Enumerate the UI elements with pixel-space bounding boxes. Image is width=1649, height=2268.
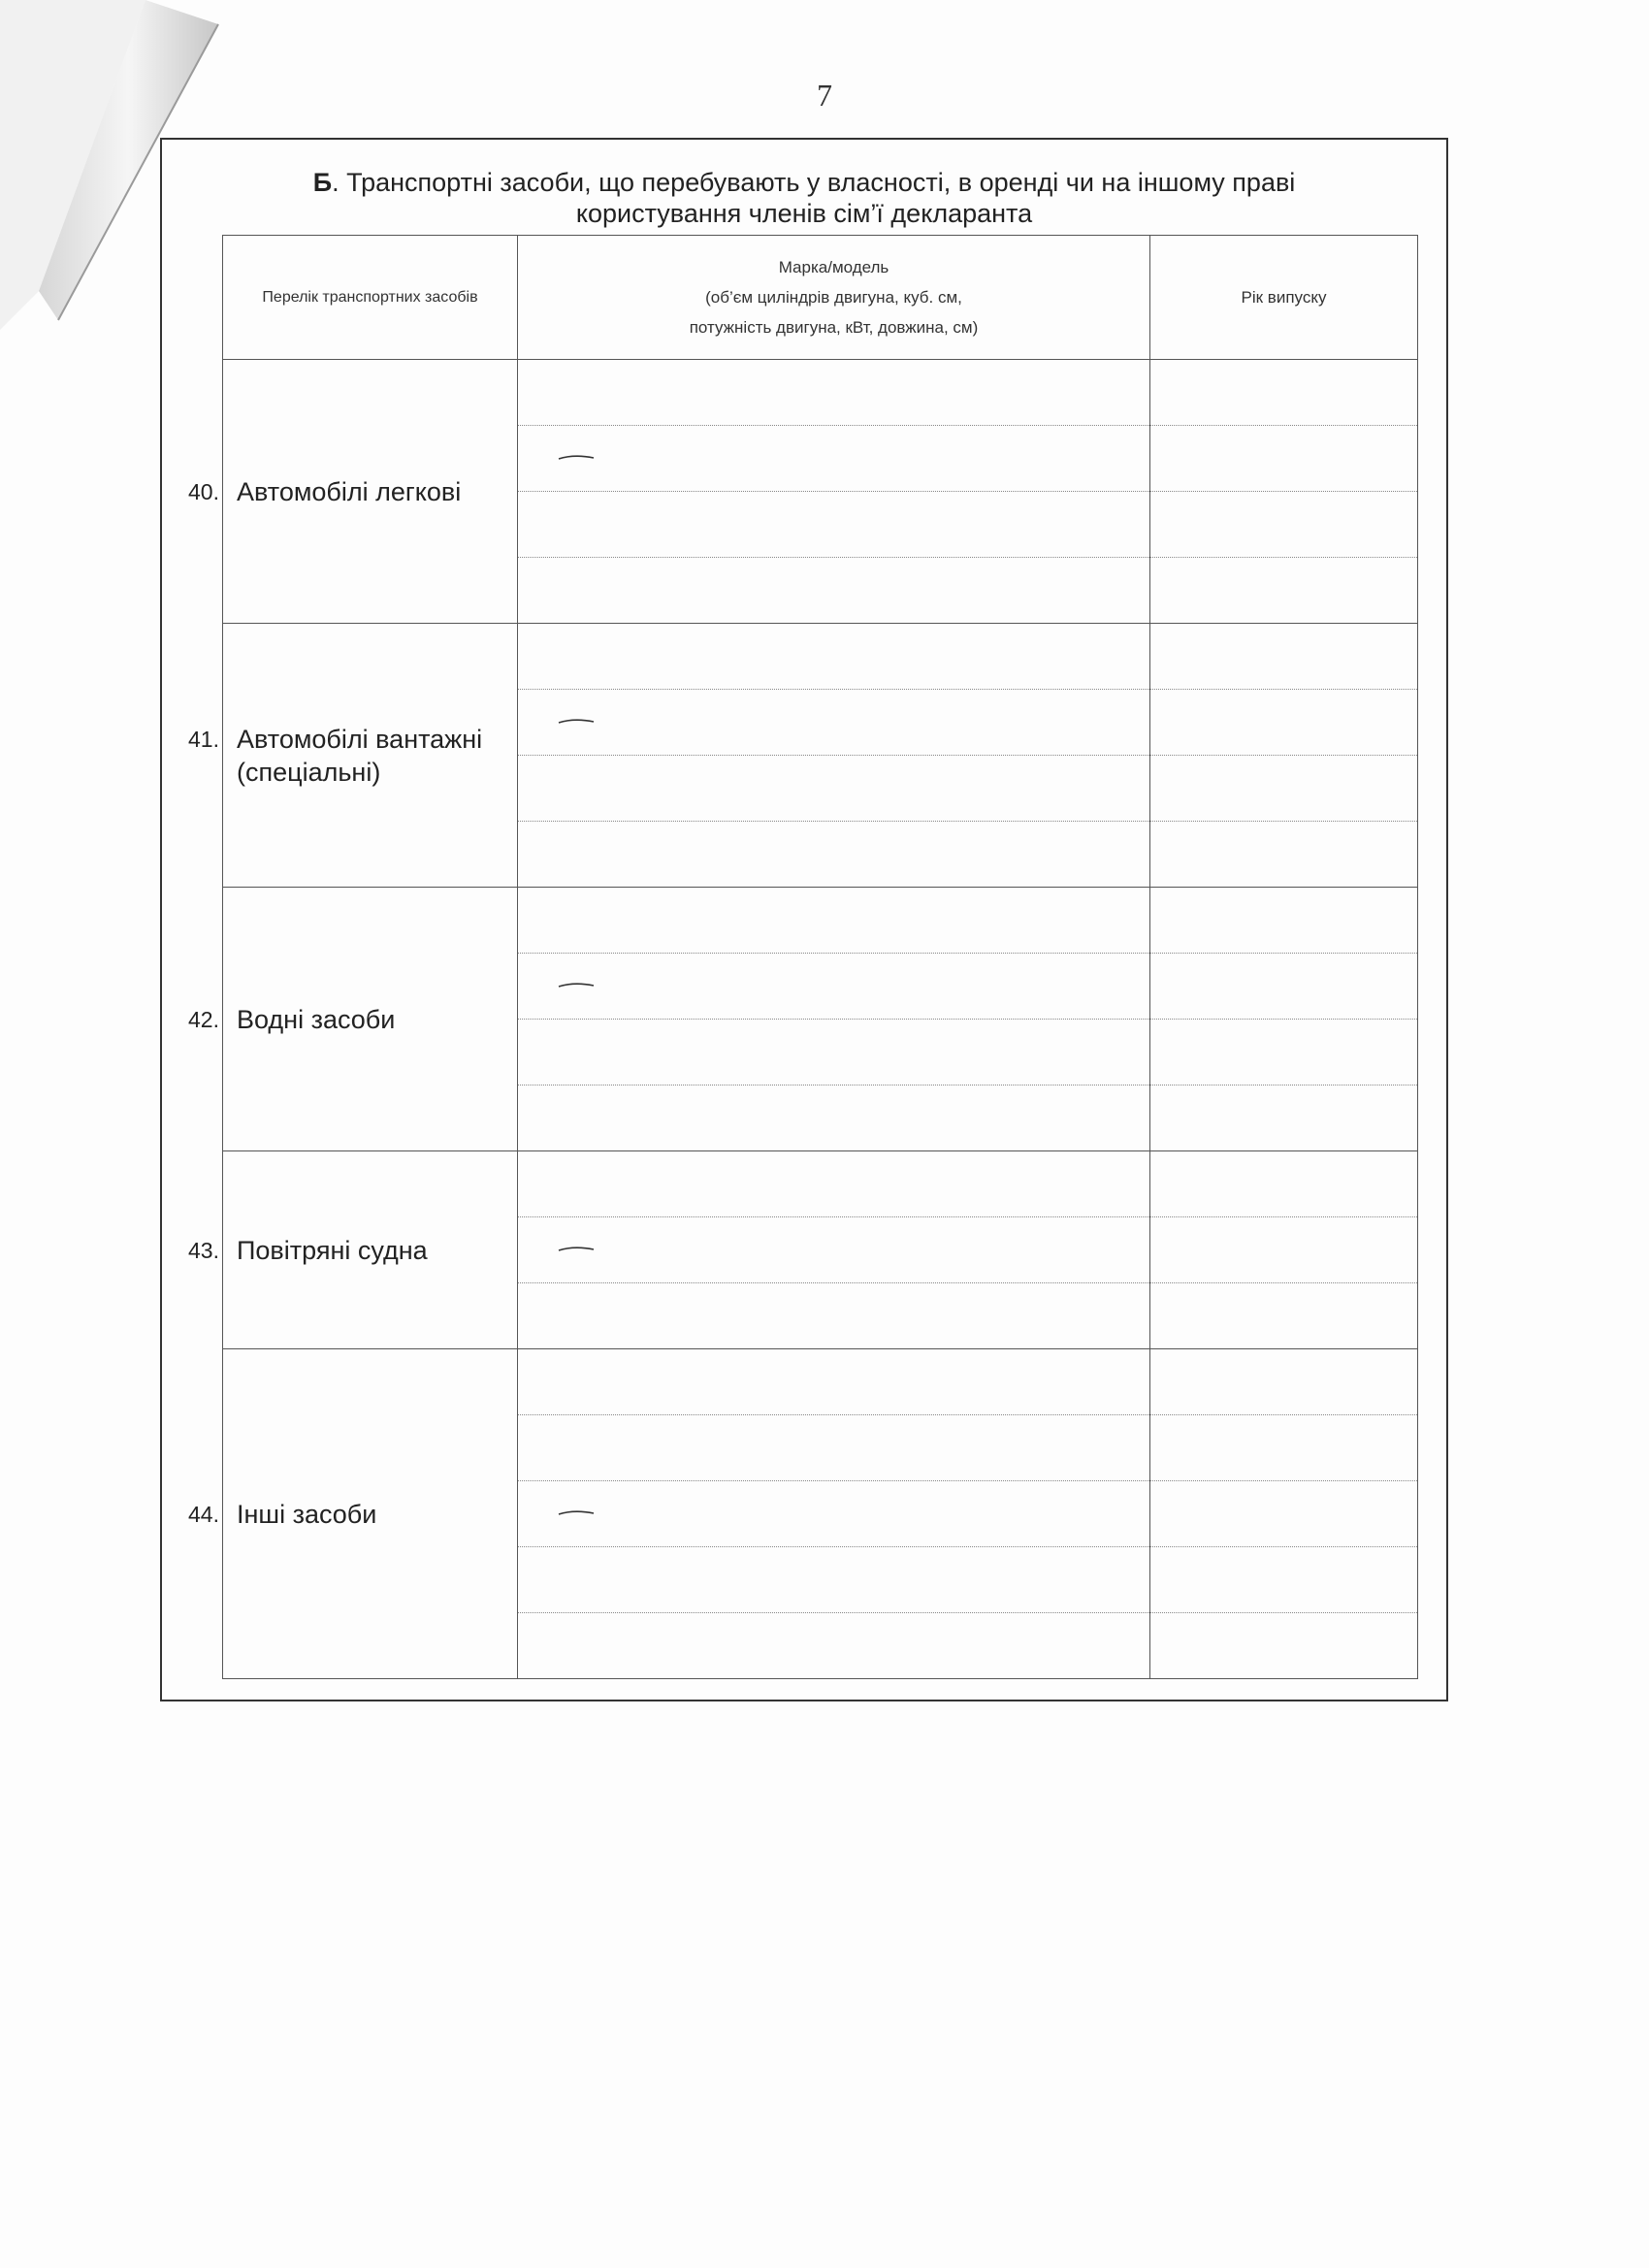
model-entry-cell[interactable]	[518, 1349, 1150, 1415]
year-entry-cell[interactable]	[1150, 954, 1418, 1020]
category-cell	[188, 624, 518, 888]
row-number: 44.	[188, 1501, 219, 1527]
category-label: Автомобілі вантажні	[237, 724, 483, 754]
year-entry-cell[interactable]	[1150, 690, 1418, 756]
model-entry-cell[interactable]	[518, 426, 1150, 492]
year-entry-cell[interactable]	[1150, 624, 1418, 690]
model-entry-cell[interactable]	[518, 1283, 1150, 1349]
model-entry-cell[interactable]	[518, 822, 1150, 888]
model-entry-cell[interactable]	[518, 756, 1150, 822]
category-label: Інші засоби	[237, 1499, 377, 1529]
header-model	[518, 236, 1150, 360]
header-model-line3: потужність двигуна, кВт, довжина, см)	[689, 318, 979, 337]
year-entry-cell[interactable]	[1150, 1085, 1418, 1151]
category-cell	[188, 1151, 518, 1349]
model-entry-cell[interactable]	[518, 1151, 1150, 1217]
year-entry-cell[interactable]	[1150, 1020, 1418, 1085]
model-entry-cell[interactable]	[518, 558, 1150, 624]
year-entry-cell[interactable]	[1150, 360, 1418, 426]
row-number: 41.	[188, 726, 219, 752]
row-number: 40.	[188, 478, 219, 504]
header-model-line2: (об’єм циліндрів двигуна, куб. см,	[705, 288, 962, 307]
header-year: Рік випуску	[1150, 236, 1418, 360]
year-entry-cell[interactable]	[1150, 1547, 1418, 1613]
row-number: 42.	[188, 1006, 219, 1032]
model-entry-cell[interactable]	[518, 888, 1150, 954]
model-entry-cell[interactable]	[518, 360, 1150, 426]
category-label-line2: (спеціальні)	[237, 757, 381, 787]
handwritten-dash-mark	[557, 1508, 596, 1518]
table-row	[223, 360, 1418, 426]
header-vehicle-list: Перелік транспортних засобів	[223, 236, 518, 360]
page-number: 7	[817, 78, 832, 113]
year-entry-cell[interactable]	[1150, 756, 1418, 822]
handwritten-dash-mark	[557, 1245, 596, 1254]
year-entry-cell[interactable]	[1150, 558, 1418, 624]
category-label: Повітряні судна	[237, 1235, 428, 1265]
declaration-section-frame	[160, 138, 1448, 1701]
table-row	[223, 624, 1418, 690]
model-entry-cell[interactable]	[518, 624, 1150, 690]
category-label: Автомобілі легкові	[237, 476, 462, 506]
model-entry-cell[interactable]	[518, 1085, 1150, 1151]
table-header-row	[223, 236, 1418, 360]
row-number: 43.	[188, 1237, 219, 1263]
category-cell	[188, 360, 518, 624]
model-entry-cell[interactable]	[518, 1217, 1150, 1283]
model-entry-cell[interactable]	[518, 1415, 1150, 1481]
table-row	[223, 1349, 1418, 1415]
model-entry-cell[interactable]	[518, 1547, 1150, 1613]
model-entry-cell[interactable]	[518, 1481, 1150, 1547]
section-title	[162, 167, 1446, 229]
category-label: Водні засоби	[237, 1004, 396, 1034]
table-row	[223, 888, 1418, 954]
year-entry-cell[interactable]	[1150, 822, 1418, 888]
year-entry-cell[interactable]	[1150, 1415, 1418, 1481]
section-title-line1: . Транспортні засоби, що перебувають у власності, в оренді чи на іншому праві	[332, 168, 1296, 197]
handwritten-dash-mark	[557, 981, 596, 990]
table-row	[223, 1151, 1418, 1217]
section-letter: Б	[312, 168, 333, 197]
year-entry-cell[interactable]	[1150, 1613, 1418, 1679]
year-entry-cell[interactable]	[1150, 1349, 1418, 1415]
section-title-line2: користування членів сім’ї декларанта	[575, 199, 1033, 228]
handwritten-dash-mark	[557, 717, 596, 727]
year-entry-cell[interactable]	[1150, 1217, 1418, 1283]
category-cell	[188, 888, 518, 1151]
model-entry-cell[interactable]	[518, 492, 1150, 558]
year-entry-cell[interactable]	[1150, 492, 1418, 558]
vehicles-table	[188, 235, 1418, 1679]
model-entry-cell[interactable]	[518, 1613, 1150, 1679]
year-entry-cell[interactable]	[1150, 1481, 1418, 1547]
model-entry-cell[interactable]	[518, 954, 1150, 1020]
handwritten-dash-mark	[557, 453, 596, 463]
year-entry-cell[interactable]	[1150, 1283, 1418, 1349]
model-entry-cell[interactable]	[518, 690, 1150, 756]
year-entry-cell[interactable]	[1150, 888, 1418, 954]
model-entry-cell[interactable]	[518, 1020, 1150, 1085]
table-body	[188, 360, 1418, 1679]
category-cell	[188, 1349, 518, 1679]
header-model-line1: Марка/модель	[778, 258, 889, 276]
year-entry-cell[interactable]	[1150, 426, 1418, 492]
year-entry-cell[interactable]	[1150, 1151, 1418, 1217]
